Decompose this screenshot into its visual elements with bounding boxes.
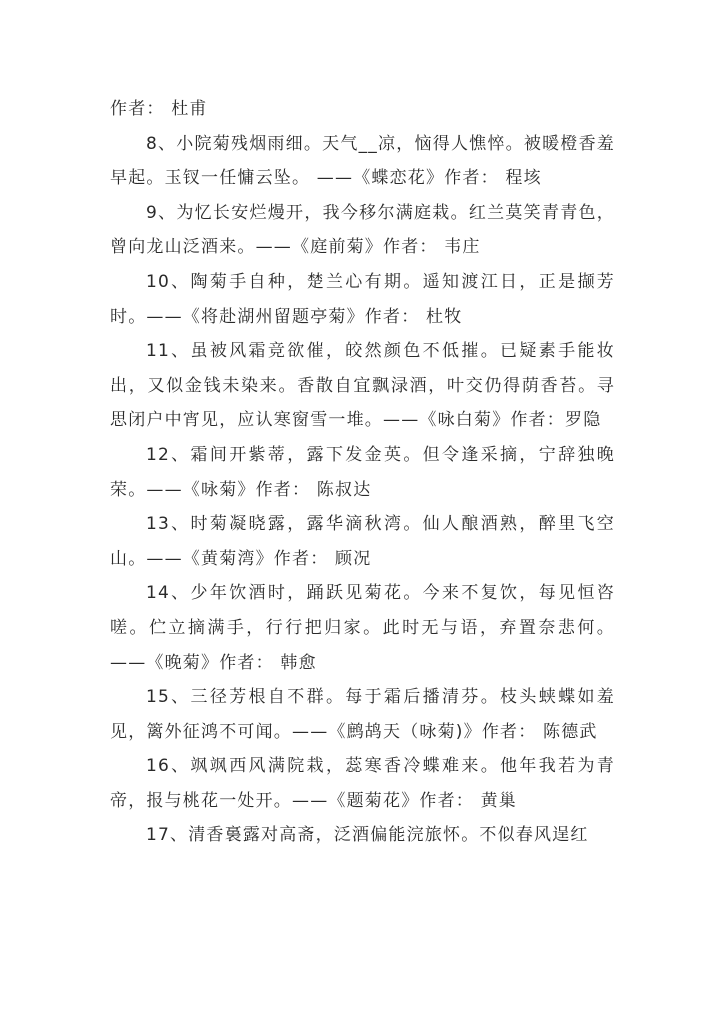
paragraph-poem-11: 11、虽被风霜竞欲催，皎然颜色不低摧。已疑素手能妆出，又似金钱未染来。香散自宜飘渌酒，叶交仍得荫香苔。寻思闭户中宵见，应认寒窗雪一堆。——《咏白菊》作者：罗隐 <box>110 341 615 431</box>
paragraph-poem-13: 13、时菊凝晓露，露华滴秋湾。仙人酿酒熟，醉里飞空山。——《黄菊湾》作者： 顾况 <box>110 514 615 569</box>
paragraph-poem-14: 14、少年饮酒时，踊跃见菊花。今来不复饮，每见恒咨嗟。伫立摘满手，行行把归家。此时无与语，弃置奈悲何。——《晚菊》作者： 韩愈 <box>110 583 615 673</box>
paragraph-poem-10: 10、陶菊手自种，楚兰心有期。遥知渡江日，正是撷芳时。——《将赴湖州留题亭菊》作者： 杜牧 <box>110 271 615 327</box>
paragraph-poem-12: 12、霜间开紫蒂，露下发金英。但令逢采摘，宁辞独晚荣。——《咏菊》作者： 陈叔达 <box>110 444 615 500</box>
paragraph-author-line: 作者： 杜甫 <box>110 99 208 119</box>
paragraph-poem-16: 16、飒飒西风满院栽，蕊寒香冷蝶难来。他年我若为青帝，报与桃花一处开。——《题菊花》作者： 黄巢 <box>110 756 615 811</box>
paragraph-poem-15: 15、三径芳根自不群。每于霜后播清芬。枝头蛱蝶如羞见，篱外征鸿不可闻。——《鹧鸪天（咏菊)》作者： 陈德武 <box>110 687 615 742</box>
paragraph-poem-9: 9、为忆长安烂熳开，我今移尔满庭栽。红兰莫笑青青色，曾向龙山泛酒来。——《庭前菊》作者： 韦庄 <box>110 202 615 258</box>
document-body <box>110 92 615 853</box>
paragraph-poem-8: 8、小院菊残烟雨细。天气__凉，恼得人憔悴。被暖橙香羞早起。玉钗一任慵云坠。 ——《蝶恋花》作者： 程垓 <box>110 133 615 189</box>
paragraph-poem-17: 17、清香裛露对高斋，泛酒偏能浣旅怀。不似春风逞红 <box>146 825 589 846</box>
